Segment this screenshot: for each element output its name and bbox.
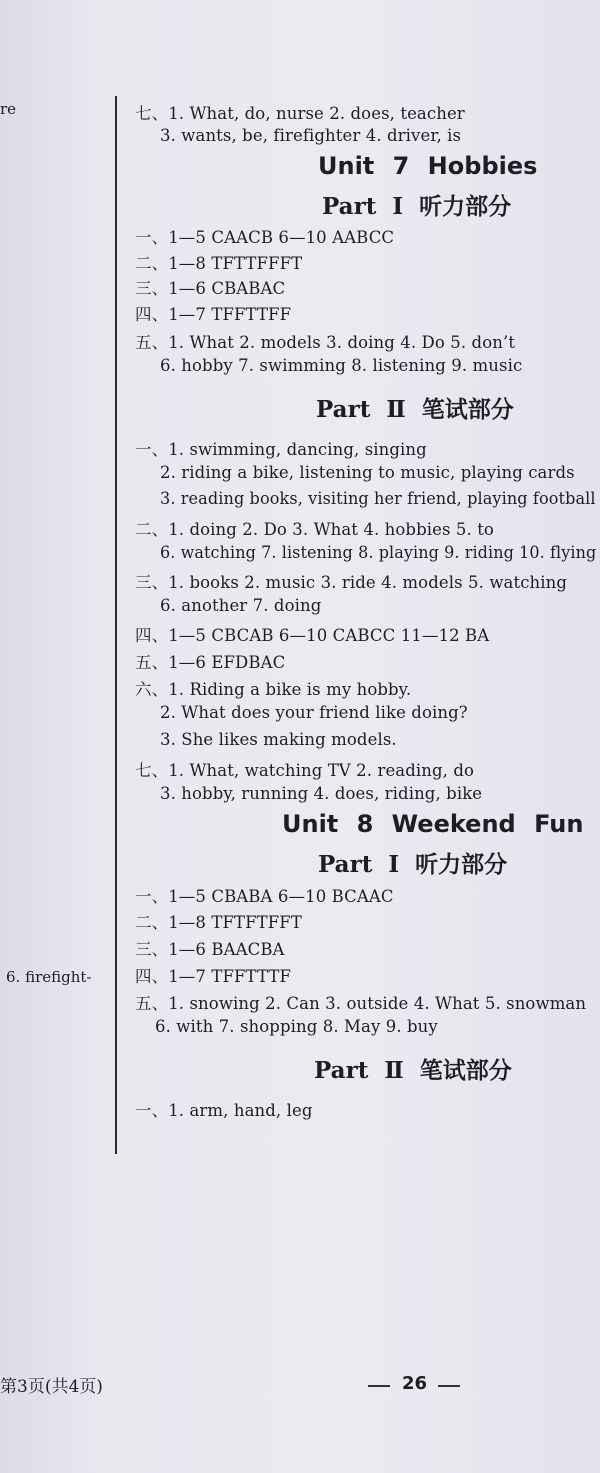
answer-line: 6. watching 7. listening 8. playing 9. riding 10. flying (160, 543, 597, 562)
unit8-part2-title: Part Ⅱ 笔试部分 (314, 1057, 512, 1084)
unit8-part1-title: Part Ⅰ 听力部分 (318, 851, 508, 878)
answer-line: 6. another 7. doing (160, 596, 322, 615)
answer-line: 一、1. swimming, dancing, singing (135, 440, 427, 459)
answer-line: 五、1. What 2. models 3. doing 4. Do 5. don’t (135, 333, 516, 352)
answer-line: 七、1. What, watching TV 2. reading, do (135, 761, 475, 780)
answer-line: 二、1—8 TFTTFFFT (135, 254, 303, 273)
unit8-title: Unit 8 Weekend Fun (282, 810, 584, 838)
answer-line: 3. reading books, visiting her friend, playing football (160, 489, 596, 508)
answer-line: 五、1. snowing 2. Can 3. outside 4. What 5. snowman (135, 994, 587, 1013)
answer-line: 二、1—8 TFTFTFFT (135, 913, 302, 932)
answer-line: 一、1—5 CAACB 6—10 AABCC (135, 228, 395, 247)
answer-line: 六、1. Riding a bike is my hobby. (135, 680, 412, 699)
answer-line: 2. What does your friend like doing? (160, 703, 468, 722)
footer-page-info: 第3页(共4页) (0, 1377, 103, 1397)
answer-line: 四、1—5 CBCAB 6—10 CABCC 11—12 BA (135, 626, 490, 645)
footer-dash-left (368, 1385, 390, 1387)
answer-line: 三、1—6 BAACBA (135, 940, 285, 959)
unit6-q7-line2: 3. wants, be, firefighter 4. driver, is (160, 126, 462, 145)
answer-line: 2. riding a bike, listening to music, playing cards (160, 463, 575, 482)
footer-dash-right (438, 1385, 460, 1387)
answer-line: 一、1—5 CBABA 6—10 BCAAC (135, 887, 394, 906)
margin-fragment-top: re (0, 100, 17, 118)
answer-line: 6. hobby 7. swimming 8. listening 9. music (160, 356, 523, 375)
column-divider (115, 96, 117, 1154)
unit6-q7-line1: 七、1. What, do, nurse 2. does, teacher (135, 104, 465, 123)
answer-line: 五、1—6 EFDBAC (135, 653, 286, 672)
answer-line: 三、1. books 2. music 3. ride 4. models 5. watching (135, 573, 568, 592)
unit7-part1-title: Part Ⅰ 听力部分 (322, 193, 512, 220)
answer-line: 一、1. arm, hand, leg (135, 1101, 313, 1120)
answer-line: 二、1. doing 2. Do 3. What 4. hobbies 5. to (135, 520, 494, 539)
answer-line: 6. with 7. shopping 8. May 9. buy (155, 1017, 438, 1036)
answer-line: 3. hobby, running 4. does, riding, bike (160, 784, 483, 803)
answer-line: 三、1—6 CBABAC (135, 279, 286, 298)
answer-line: 四、1—7 TFFTTFF (135, 305, 292, 324)
unit7-part2-title: Part Ⅱ 笔试部分 (316, 396, 514, 423)
unit7-title: Unit 7 Hobbies (318, 152, 538, 180)
margin-fragment-mid: 6. firefight- (6, 968, 92, 986)
answer-line: 四、1—7 TFFTTTF (135, 967, 292, 986)
answer-line: 3. She likes making models. (160, 730, 397, 749)
page-number: 26 (402, 1373, 428, 1394)
